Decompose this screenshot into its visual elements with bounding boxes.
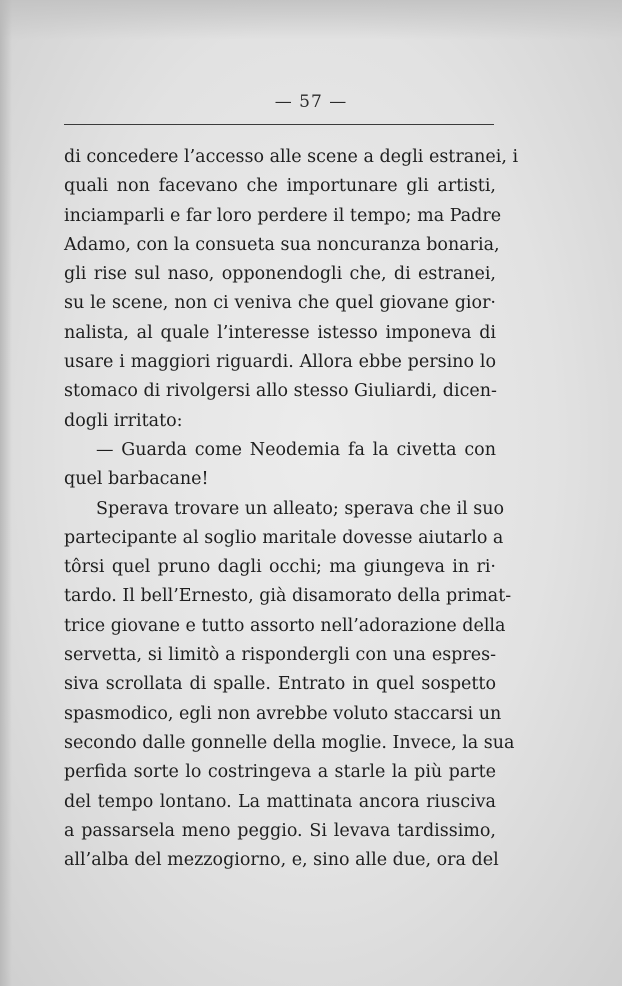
page-top-shadow: [0, 0, 622, 40]
text-line: secondo dalle gonnelle della moglie. Invece, la sua: [64, 732, 515, 753]
text-line: trice giovane e tutto assorto nell’adorazione della: [64, 615, 506, 636]
text-line: — Guarda come Neodemia fa la civetta con: [96, 439, 496, 460]
text-line: su le scene, non ci veniva che quel giovane gior·: [64, 293, 496, 314]
page-number: — 57 —: [274, 92, 348, 112]
text-line: nalista, al quale l’interesse istesso imponeva di: [64, 322, 496, 343]
text-line: Sperava trovare un alleato; sperava che il suo: [96, 498, 505, 519]
text-line: inciamparli e far loro perdere il tempo; ma Padre: [64, 205, 502, 226]
text-line: del tempo lontano. La mattinata ancora riusciva: [64, 791, 496, 812]
page-binding-shadow: [0, 0, 12, 986]
text-line: gli rise sul naso, opponendogli che, di estranei,: [64, 264, 496, 285]
text-line: partecipante al soglio maritale dovesse aiutarlo a: [64, 527, 504, 548]
text-line: all’alba del mezzogiorno, e, sino alle due, ora del: [64, 850, 499, 871]
text-line: spasmodico, egli non avrebbe voluto staccarsi un: [64, 703, 502, 724]
text-line: di concedere l’accesso alle scene a degli estranei, i: [64, 147, 519, 167]
text-line: tôrsi quel pruno dagli occhi; ma giungeva in ri·: [64, 557, 496, 578]
text-line: perfida sorte lo costringeva a starle la più parte: [64, 762, 496, 783]
header-rule: [64, 124, 494, 125]
text-line: tardo. Il bell’Ernesto, già disamorato della primat-: [64, 586, 512, 607]
text-line: quali non facevano che importunare gli artisti,: [64, 176, 496, 197]
text-line: servetta, si limitò a rispondergli con una espres-: [64, 645, 496, 666]
text-line: stomaco di rivolgersi allo stesso Giuliardi, dicen-: [64, 381, 497, 402]
text-line: Adamo, con la consueta sua noncuranza bonaria,: [64, 234, 500, 255]
text-line: siva scrollata di spalle. Entrato in quel sospetto: [64, 674, 496, 695]
text-line: a passarsela meno peggio. Si levava tardissimo,: [64, 820, 496, 841]
text-line: quel barbacane!: [64, 469, 209, 490]
body-text: [64, 143, 519, 875]
text-line: dogli irritato:: [64, 410, 183, 431]
text-line: usare i maggiori riguardi. Allora ebbe persino lo: [64, 352, 496, 373]
